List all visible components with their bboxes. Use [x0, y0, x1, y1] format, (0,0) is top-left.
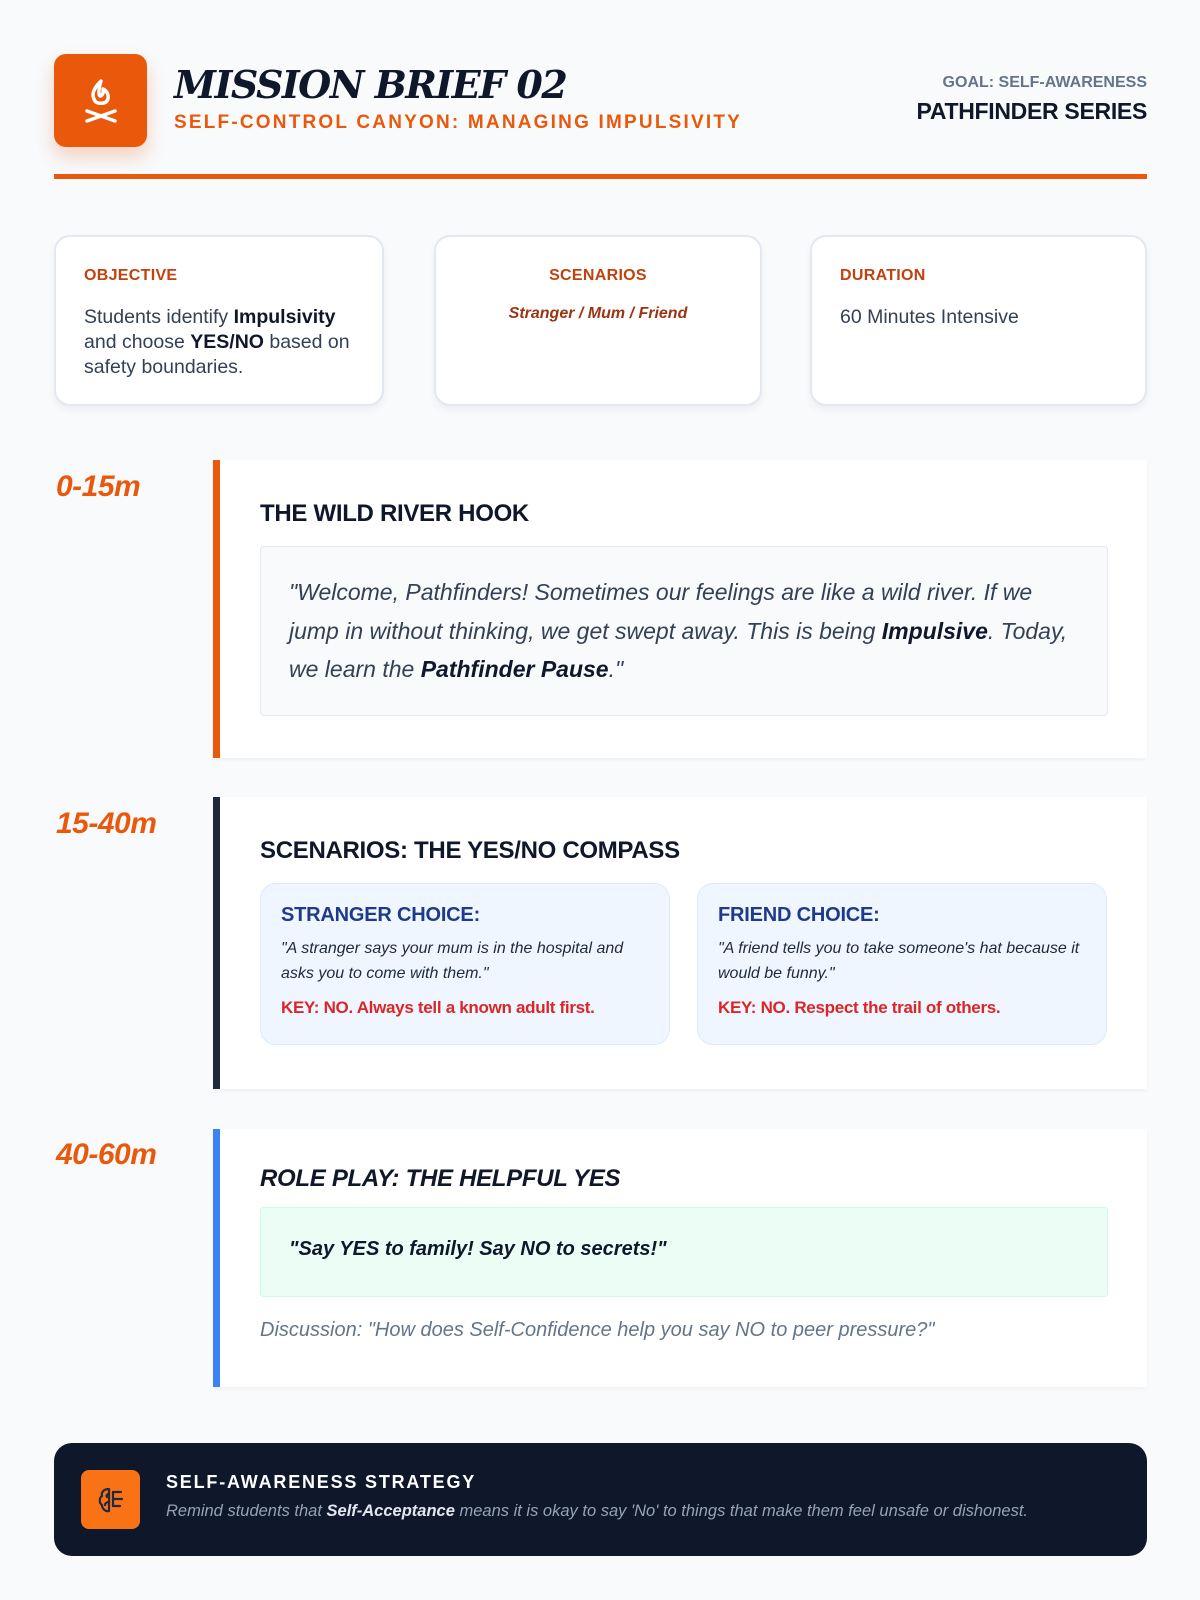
duration-label: DURATION: [840, 267, 926, 284]
friend-choice-title: FRIEND CHOICE:: [718, 904, 880, 926]
header-divider: [54, 174, 1147, 179]
campfire-icon: [54, 54, 147, 147]
duration-text: 60 Minutes Intensive: [840, 306, 1019, 328]
page-title: MISSION BRIEF 02: [174, 62, 567, 107]
page-subtitle: SELF-CONTROL CANYON: MANAGING IMPULSIVITY: [174, 112, 743, 133]
roleplay-chant: "Say YES to family! Say NO to secrets!": [260, 1207, 1108, 1297]
time-label-scenarios: 15-40m: [56, 807, 157, 840]
stranger-choice-key: KEY: NO. Always tell a known adult first.: [281, 998, 595, 1017]
hook-quote: "Welcome, Pathfinders! Sometimes our feelings are like a wild river. If we jump in without thinking, we get swept away. This is being Impulsive. Today, we learn the Pathfinder Pause.": [260, 546, 1108, 716]
objective-text: Students identify Impulsivity and choose YES/NO based on safety boundaries.: [84, 306, 350, 378]
series-name: PATHFINDER SERIES: [916, 98, 1147, 124]
hook-title: THE WILD RIVER HOOK: [260, 500, 529, 527]
friend-choice-key: KEY: NO. Respect the trail of others.: [718, 998, 1001, 1017]
scenarios-card: [434, 235, 762, 406]
scenarios-title: SCENARIOS: THE YES/NO COMPASS: [260, 837, 680, 864]
friend-choice-quote: "A friend tells you to take someone's hat because it would be funny.": [718, 940, 1080, 982]
objective-label: OBJECTIVE: [84, 267, 178, 284]
hook-section: [213, 460, 1147, 758]
objective-card: [54, 235, 384, 406]
stranger-choice-quote: "A stranger says your mum is in the hospital and asks you to come with them.": [281, 940, 624, 982]
stranger-choice-card: [260, 883, 670, 1045]
roleplay-discussion: Discussion: "How does Self-Confidence help you say NO to peer pressure?": [260, 1319, 935, 1341]
strategy-title: SELF-AWARENESS STRATEGY: [166, 1472, 477, 1492]
time-label-roleplay: 40-60m: [56, 1138, 157, 1171]
time-label-hook: 0-15m: [56, 470, 141, 503]
strategy-text: Remind students that Self-Acceptance means it is okay to say 'No' to things that make them feel unsafe or dishonest.: [166, 1502, 1028, 1520]
header: [54, 54, 1147, 178]
scenarios-section: [213, 797, 1147, 1089]
duration-card: [810, 235, 1147, 406]
strategy-footer: [54, 1443, 1147, 1556]
goal-label: GOAL: SELF-AWARENESS: [942, 74, 1147, 91]
scenarios-label: SCENARIOS: [549, 267, 647, 284]
roleplay-title: ROLE PLAY: THE HELPFUL YES: [260, 1165, 621, 1192]
brain-icon: [81, 1470, 140, 1529]
roleplay-section: [213, 1129, 1147, 1387]
stranger-choice-title: STRANGER CHOICE:: [281, 904, 481, 926]
scenarios-text: Stranger / Mum / Friend: [508, 305, 688, 322]
friend-choice-card: [697, 883, 1107, 1045]
mission-brief-page: [54, 0, 1147, 1600]
